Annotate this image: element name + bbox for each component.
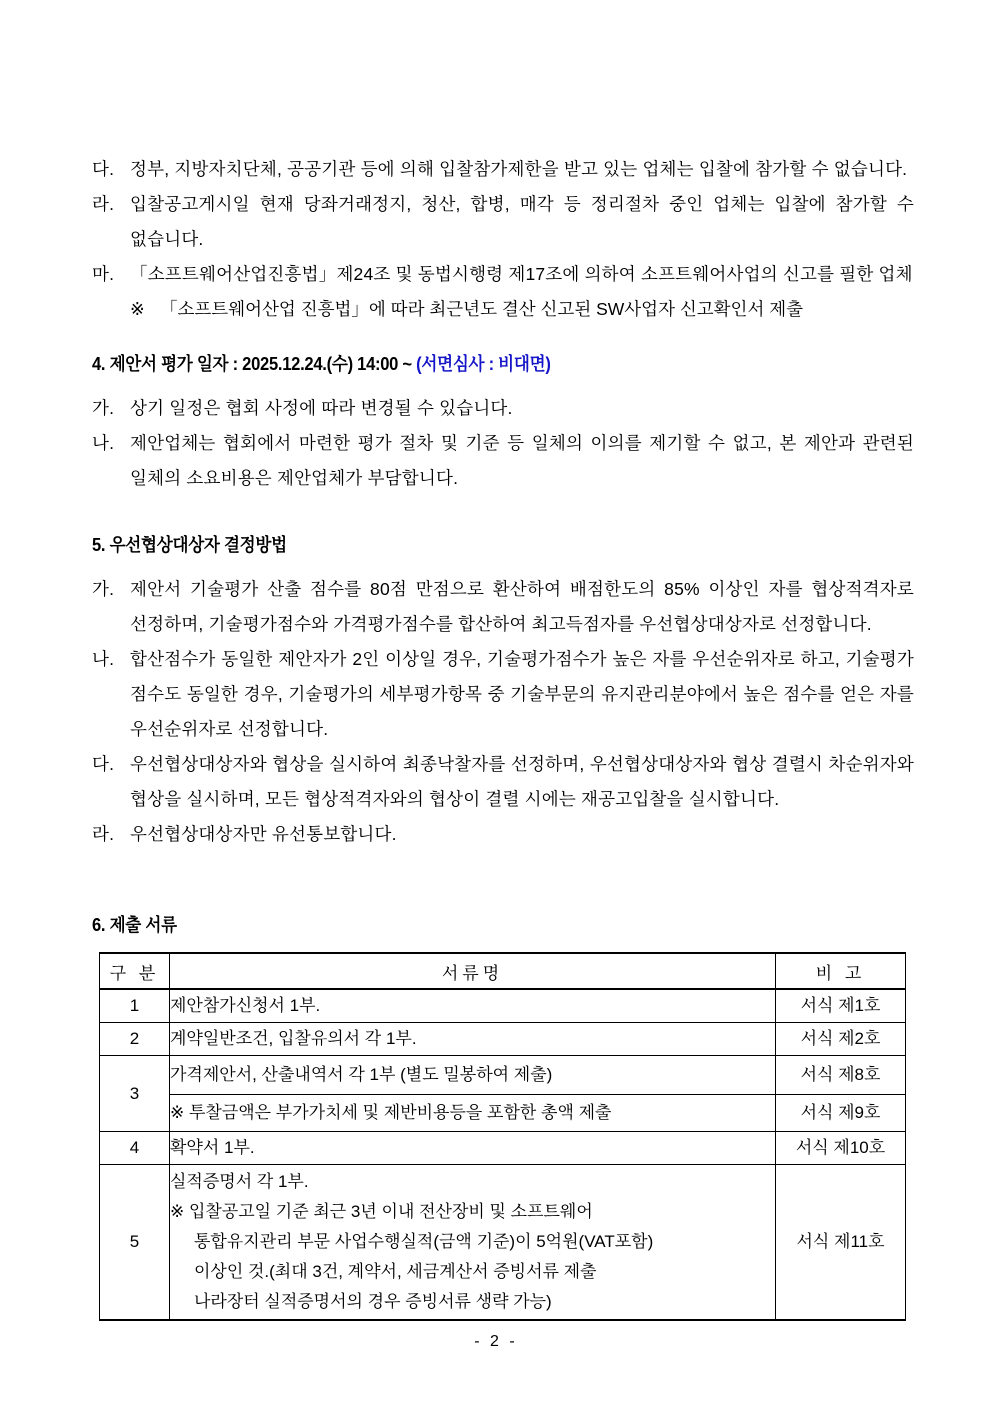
list-item (92, 817, 914, 852)
list-marker: 다. (92, 754, 115, 774)
list-item-text: 상기 일정은 협회 사정에 따라 변경될 수 있습니다. (130, 398, 513, 418)
column-header-name: 서류명 (170, 953, 776, 989)
table-body (100, 989, 906, 1320)
page-number-footer: - 2 - (474, 1333, 518, 1350)
spacer (92, 852, 914, 910)
list-item (92, 426, 914, 496)
list-item-text: 「소프트웨어산업진흥법」제24조 및 동법시행령 제17조에 의하여 소프트웨어사업의 신고를 필한 업체 (130, 264, 913, 284)
spacer (92, 327, 914, 349)
cell-no: 2 (100, 1023, 170, 1056)
list-item-text: 우선협상대상자만 유선통보합니다. (130, 824, 397, 844)
list-item (92, 257, 914, 292)
spacer (92, 496, 914, 530)
cell-no: 1 (100, 989, 170, 1023)
section-4-heading-plain: 4. 제안서 평가 일자 : 2025.12.24.(수) 14:00 ~ (92, 354, 417, 374)
note-text: 「소프트웨어산업 진흥법」에 따라 최근년도 결산 신고된 SW사업자 신고확인서 제출 (160, 299, 804, 319)
list-marker: 가. (92, 579, 115, 599)
table-row (100, 989, 906, 1023)
table-row (100, 1023, 906, 1056)
asterisk-note-icon: ※ (130, 299, 145, 319)
cell-note: 서식 제8호 (776, 1056, 906, 1095)
cell-note: 서식 제10호 (776, 1132, 906, 1165)
list-item-text: 입찰공고게시일 현재 당좌거래정지, 청산, 합병, 매각 등 정리절차 중인 업체는 입찰에 참가할 수 없습니다. (130, 194, 914, 249)
list-marker: 마. (92, 264, 115, 284)
list-item (92, 187, 914, 257)
table-row (100, 1165, 906, 1321)
note-item (130, 292, 914, 327)
list-marker: 라. (92, 194, 115, 214)
cell-name: 계약일반조건, 입찰유의서 각 1부. (170, 1023, 776, 1056)
spacer (92, 560, 914, 572)
list-item (92, 572, 914, 642)
cell-name-line: 실적증명서 각 1부. (170, 1172, 309, 1191)
cell-name (170, 1165, 776, 1321)
cell-name: 확약서 1부. (170, 1132, 776, 1165)
list-item-text: 정부, 지방자치단체, 공공기관 등에 의해 입찰참가제한을 받고 있는 업체는 입찰에 참가할 수 없습니다. (130, 159, 908, 179)
list-marker: 나. (92, 433, 115, 453)
column-header-note: 비 고 (776, 953, 906, 989)
cell-note: 서식 제11호 (776, 1165, 906, 1321)
list-item-text: 제안서 기술평가 산출 점수를 80점 만점으로 환산하여 배점한도의 85% 이상인 자를 협상적격자로 선정하며, 기술평가점수와 가격평가점수를 합산하여 최고득점자를 우선협상대상자로 선정합니다. (130, 579, 914, 634)
section-4-heading (92, 349, 848, 379)
cell-note: 서식 제1호 (776, 989, 906, 1023)
spacer (92, 379, 914, 391)
submission-documents-table-wrap (99, 952, 905, 1321)
list-item (92, 152, 914, 187)
cell-name-line: 나라장터 실적증명서의 경우 증빙서류 생략 가능) (194, 1292, 552, 1311)
cell-no: 5 (100, 1165, 170, 1321)
list-marker: 가. (92, 398, 115, 418)
table-row (100, 1132, 906, 1165)
cell-name-line: 통합유지관리 부문 사업수행실적(금액 기준)이 5억원(VAT포함) (194, 1232, 654, 1251)
list-item-text: 제안업체는 협회에서 마련한 평가 절차 및 기준 등 일체의 이의를 제기할 수 없고, 본 제안과 관련된 일체의 소요비용은 제안업체가 부담합니다. (130, 433, 914, 488)
list-item-text: 우선협상대상자와 협상을 실시하여 최종낙찰자를 선정하며, 우선협상대상자와 협상 결렬시 차순위자와 협상을 실시하며, 모든 협상적격자와의 협상이 결렬 시에는 재공고입찰을 실시합니다. (130, 754, 914, 809)
cell-name-line: 이상인 것.(최대 3건, 계약서, 세금계산서 증빙서류 제출 (194, 1262, 597, 1281)
list-item (92, 642, 914, 747)
list-item (92, 391, 914, 426)
cell-note: 서식 제9호 (776, 1095, 906, 1132)
cell-note: 서식 제2호 (776, 1023, 906, 1056)
section-6-heading: 6. 제출 서류 (92, 915, 177, 935)
table-header-row (100, 953, 906, 989)
cell-name-line: ※ 입찰공고일 기준 최근 3년 이내 전산장비 및 소프트웨어 (170, 1202, 593, 1221)
list-marker: 나. (92, 649, 115, 669)
cell-name: 제안참가신청서 1부. (170, 989, 776, 1023)
column-header-no: 구 분 (100, 953, 170, 989)
cell-name: ※ 투찰금액은 부가가치세 및 제반비용등을 포함한 총액 제출 (170, 1095, 776, 1132)
list-marker: 다. (92, 159, 115, 179)
list-item (92, 747, 914, 817)
section-5-heading: 5. 우선협상대상자 결정방법 (92, 535, 287, 555)
submission-documents-table (99, 952, 906, 1321)
cell-no: 4 (100, 1132, 170, 1165)
document-body (92, 152, 914, 940)
table-row (100, 1095, 906, 1132)
list-item-text: 합산점수가 동일한 제안자가 2인 이상일 경우, 기술평가점수가 높은 자를 우선순위자로 하고, 기술평가 점수도 동일한 경우, 기술평가의 세부평가항목 중 기술부문의 유지관리분야에서 높은 점수를 얻은 자를 우선순위자로 선정합니다. (130, 649, 914, 739)
table-row (100, 1056, 906, 1095)
section-4-heading-blue: (서면심사 : 비대면) (416, 354, 551, 374)
cell-name: 가격제안서, 산출내역서 각 1부 (별도 밀봉하여 제출) (170, 1056, 776, 1095)
table-header (100, 953, 906, 989)
list-marker: 라. (92, 824, 115, 844)
cell-no: 3 (100, 1056, 170, 1132)
